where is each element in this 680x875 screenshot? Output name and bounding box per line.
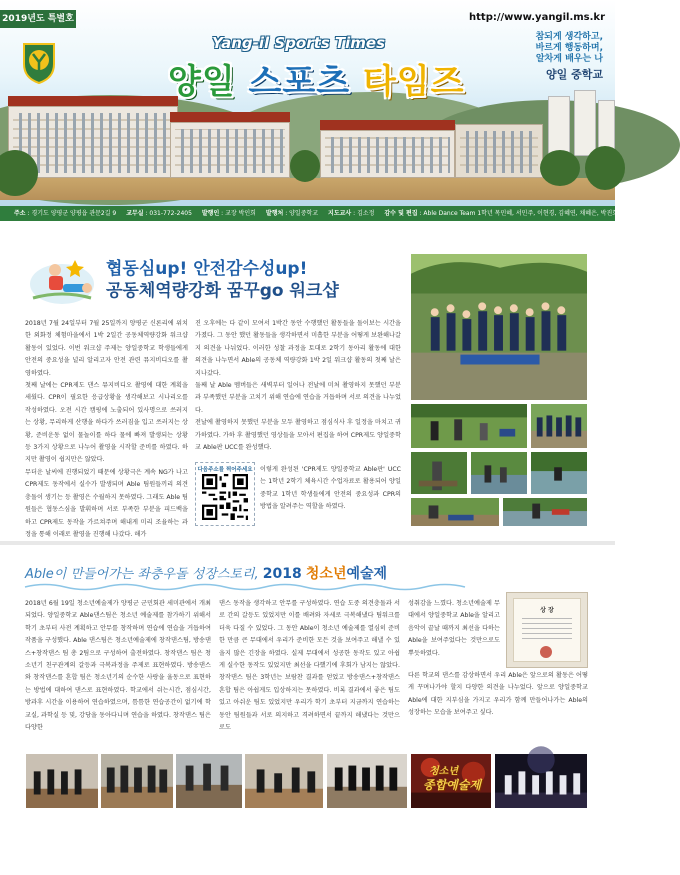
info-label: 감수 및 편집 [384,210,418,217]
headline-festival: 예술제 [346,566,388,582]
workshop-group-photo [410,253,588,401]
advisor: 김소정 [357,210,375,217]
tree [585,146,625,190]
school-emblem-icon [20,40,58,84]
headline-year: 2018 [262,566,302,582]
qr-code-icon[interactable] [202,474,248,520]
tree [540,150,580,186]
article2-column-4: 다른 학교의 댄스를 감상하면서 우리 Able은 앞으로의 활동은 어떻게 꾸며나가야 할지 다양한 의견을 나누었다. 앞으로 양일중학교 Able에 대한 지부심을 가지고 우리가 함께 만들어나가는 Able의 성장하는 모습을 보여주고 싶다. [408,672,588,717]
info-label: 주소 [14,210,26,217]
headline-script: Able이 만들어가는 좌충우돌 성장스토리, [25,567,259,582]
issue-tab: 2019년도 특별호 [0,10,76,28]
article2-headline [25,563,387,583]
school-motto [536,32,603,65]
title-word-2: 스포츠 [248,62,351,102]
motto-line: 알차게 배우는 나 [535,54,603,64]
workshop-photo-forest [410,451,468,495]
apartment-tower [574,90,596,156]
workshop-photo-stream [470,451,528,495]
article-text: 진 오후에는 다 같이 모여서 1박간 동안 수행했던 활동들을 돌이보는 시간을 가졌다. 그 동안 했던 활동들을 생각하면서 미흡한 부분을 어떻게 보완해나갈지 의견을 나눠었다. 이러한 성찰 과정을 토대로 2학기 동아리 활동에 대한 의견을 나누면서 Able의 공동체 역량강화 1박 2일 워크샵 활동의 첫째 날은 지나갔다. 둘째 날 Able 멤버들은 새벽부터 일어나 전날에 미처 촬영하지 못했던 부분과 부족했던 부분을 고치기 위해 연습에 연습을 거듭하며 서로 의견을 나누었다. 전날에 촬영하지 못했던 부분을 모두 촬영하고 점심식사 후 일정을 마치고 귀가하였다. 가하 후 촬영했던 영상들을 모아서 편집을 하여 CPR제도 양일중학교 Able판 UCC를 완성했다. [195,320,401,452]
banner-text: 종합예술제 [423,778,481,792]
festival-photo-stage-performance [494,753,588,809]
school-building [170,122,290,178]
award-certificate [506,592,588,668]
workshop-photo-water [530,451,588,495]
workshop-photo-cpr [410,497,500,527]
certificate-text-lines [522,617,572,643]
festival-photo-rehearsal [175,753,243,809]
festival-photo-practice [25,753,99,809]
title-word-3: 타임즈 [362,62,465,102]
festival-photo-dance-pose [244,753,324,809]
issuer: 양일중학교 [289,210,319,217]
workshop-photo-group [530,403,588,449]
festival-photo-team [326,753,408,809]
masthead [0,0,615,208]
article1-column-2 [195,318,401,463]
building-roof [170,112,290,122]
headline-underline [25,582,465,592]
workshop-photo-lawn [410,403,528,449]
school-url[interactable]: http://www.yangil.ms.kr [469,12,605,23]
school-name: 양일 중학교 [546,68,603,81]
building-roof [320,120,455,130]
qr-label: 다음주소를 찍어주세요 [197,467,253,473]
publisher: 교장 박인희 [225,210,256,217]
info-label: 지도교사 [328,210,352,217]
info-label: 교무실 [126,210,144,217]
article1-column-3: 이렇게 완성된 'CPR제도 양일중학교 Able판' UCC는 1학년 2학기 체육시간 수업자료로 활용되어 양일중학교 1학년 학생들에게 안전의 중요성과 CPR의 방법을 알려주는 역할을 하였다. [260,466,401,511]
tree [290,150,320,182]
festival-photo-stage-banner [410,753,492,809]
publication-info-bar: 주소 : 경기도 양평군 양평읍 관문2길 9 교무실 : 031-772-2405 발행인 : 교장 박인희 발행처 : 양일중학교 지도교사 : 김소정 감수 및 편집 : Able Dance Team 1학년 목민혜, 서민주, 이현경, 김혜연, 채혜은, 박진희 [0,206,615,221]
editors: Able Dance Team 1학년 목민혜, 서민주, 이현경, 김혜연, 채혜은, 박진희 [423,210,619,217]
banner-text: 청소년 [429,766,458,777]
article1-headline [106,258,339,302]
first-aid-illustration-icon [27,254,97,306]
title-word-1: 양일 [168,62,236,102]
english-title: Yang-il Sports Times [212,34,386,52]
section-divider [0,541,615,545]
motto-line: 참되게 생각하고, [535,32,603,42]
headline-line: 공동체역량강화 꿈꾸go 워크샵 [106,281,339,301]
apartment-tower [548,96,570,156]
certificate-paper [513,598,581,662]
info-label: 발행처 [265,210,284,217]
korean-title [168,54,464,103]
article1-column-1: 2018년 7월 24일부터 7월 25일까지 양평군 신론리에 위치한 외화정 체험마을에서 1박 2일간 공동체역량강화 워크샵 활동이 있었다. 이번 워크샵 주제는 양일중학교 학생들에게 안전의 중요성을 널리 알리고자 안전 관련 뮤지비디오를 촬영하였다. 첫째 날에는 CPR제도 댄스 뮤지비디오 촬영에 대한 계획을 세웠다. CPR이 필요한 응급상황을 생각해보고 시나리오를 작성하였다. 오전 시간 캠핑에 노출되어 있사명으로 쓰러지는 상황, 무리하게 산행을 하다가 쓰러짐을 입고 쓰러지는 상황, 준비운동 없이 물놀이를 하다 물에 빠져 발생되는 상황 등 3가지 상황으로 나누어 촬영을 시작할 준비를 하였다. 하지만 촬영이 쉽지만은 않았다. 무더운 날씨에 진행되었기 때문에 상황극은 계속 NG가 나고 CPR제도 동작에서 실수가 발생되며 Able 팀원들끼리 의견충돌이 생기는 등 촬영은 수월하지 못하였다. 그래도 Able 팀원들은 협동스심을 발휘하며 서로 부족한 부분을 피드백을 하고 CPR제도 동작을 가르쳐주며 해내게 미리 조율하는 과정을 통해 이래로 촬영을 진행해 나갔다. 해가 [25,320,188,538]
address: 경기도 양평군 양평읍 관문2길 9 [31,210,117,217]
headline-youth: 청소년 [305,566,347,582]
article2-column-1: 2018년 6월 19일 청소년예술제가 양평군 군민회관 세미관에서 개최되었다. 양일중학교 Able댄스팀은 청소년 예술제를 참가하기 위해서 학기 초부터 사전 계획하고 안무를 창작하며 연습에 연습을 거듭하여 작품을 구성했다. Able 댄스팀은 청소년예술제에 창작댄스팀, 방송댄스+창작댄스 팀 총 2팀으로 구성하여 출전하였다. 창작댄스 팀은 청소년기 친구관계의 갈등과 극복과정을 주제로 표현하였다. 방송댄스와 창작댄스를 혼합 팀은 청소년기의 순수한 사랑을 율동으로 표현하는 방법에 대하여 댄스로 표현하였다. 학교에서 쉬는시간, 점심시간, 방과후 시간을 이용하여 연습하였으며, 틈틈한 연습공간이 없기에 학교실, 과학실 등 및, 강당을 동아다니며 연습을 하였다. 창작댄스 팀은 다양한 [25,600,211,732]
building-roof [8,96,178,106]
motto-line: 바르게 행동하며, [535,43,603,53]
school-building [455,124,543,178]
article2-column-3: 성취감을 느꼈다. 청소년예술제 무대에서 양일중학교 Able을 알리고 음악이 끝날 때까지 최선을 다하는 Able을 보여주었다는 것만으로도 뿌듯하였다. [408,600,500,657]
headline-line: 협동심up! 안전감수성up! [106,259,308,279]
workshop-photo-rescue [502,497,588,527]
qr-code-box[interactable] [195,462,255,526]
festival-photo-group [100,753,174,809]
phone: 031-772-2405 [149,210,192,217]
certificate-seal-icon [540,646,552,658]
certificate-title: 상 장 [540,607,554,614]
school-building [320,130,455,178]
info-label: 발행인 [201,210,220,217]
article2-column-2: 댄스 동작을 생각하고 안무를 구성하였다. 연습 도중 의견충돌과 서로 간의 갈등도 있었지만 이를 배려와 자세로 극복해냈다 팀워크를 더욱 다질 수 있었다. 그 동안 Able이 청소년 예술제를 열심히 준비한 만큼 큰 무대에서 우리가 준비한 모든 것을 보여주고 해낼 수 있을지 많은 긴장을 하였다. 실제 무대에서 성공한 동작도 있고 아쉽게 실수한 동작도 있었지만 최선을 다했기에 후회가 남지는 않았다. 창작댄스 팀은 3학년는 보람찬 결과를 얻었고 방송댄스+창작댄스 혼합 팀은 아쉽게도 입상하지는 못하였다. 비록 결과에서 좋은 팀도 있고 아쉬운 팀도 있었지만 우리가 학기 초부터 지금까지 연습하는 동안 팀원들과 서로 의지하고 격려하면서 끝까지 해냈다는 것만으로도 [219,600,400,732]
